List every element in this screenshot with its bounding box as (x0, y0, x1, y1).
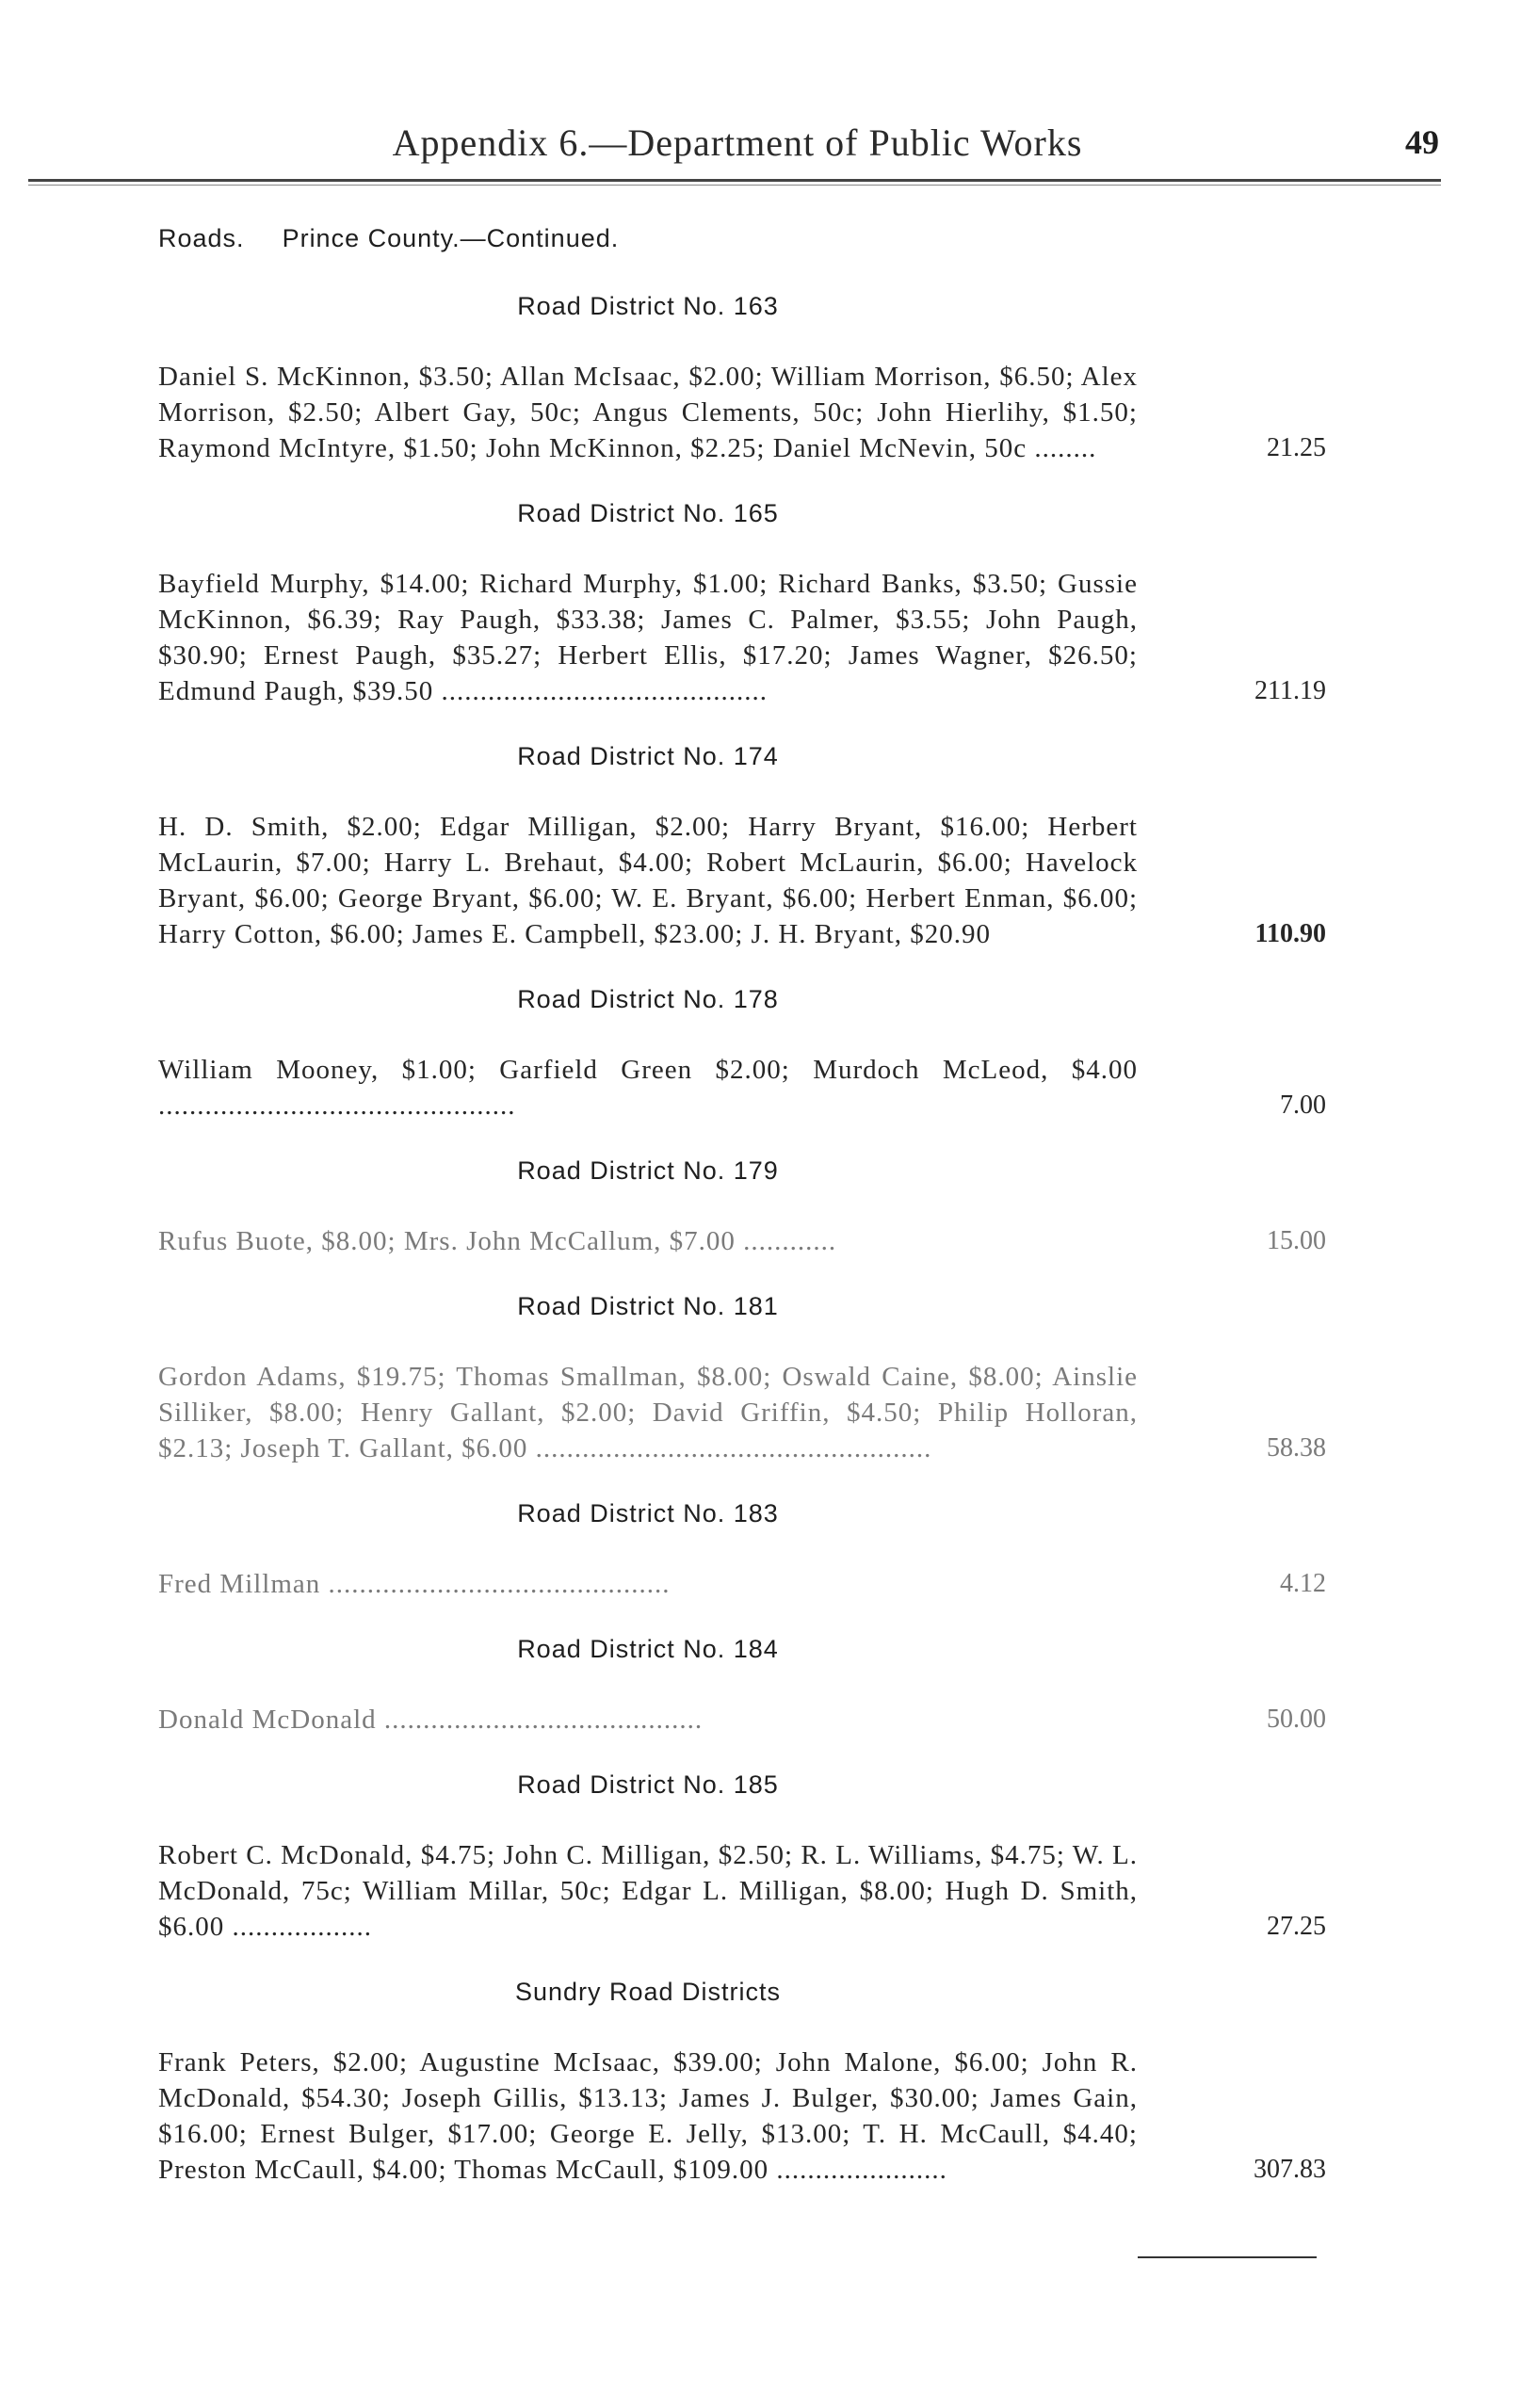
district-title: Road District No. 183 (517, 1499, 779, 1527)
district-title: Road District No. 181 (517, 1292, 779, 1320)
district-179 (158, 1152, 1326, 1259)
entry-row (158, 1566, 1326, 1602)
district-185 (158, 1766, 1326, 1945)
district-title: Road District No. 185 (517, 1770, 779, 1799)
entry-text: William Mooney, $1.00; Garfield Green $2.00; Murdoch McLeod, $4.00 .............................................. (158, 1055, 1138, 1121)
district-sundry (158, 1973, 1326, 2188)
page-number: 49 (1405, 123, 1439, 161)
district-title: Road District No. 165 (517, 499, 779, 527)
district-list (158, 287, 1326, 2216)
entry-row (158, 359, 1326, 466)
district-178 (158, 980, 1326, 1123)
header-rule (28, 179, 1441, 182)
entry-total: 110.90 (1254, 919, 1326, 948)
header-rule-secondary (28, 185, 1441, 186)
entry-row (158, 1359, 1326, 1466)
entry-row (158, 1223, 1326, 1259)
entry-row (158, 2044, 1326, 2188)
district-title: Road District No. 184 (517, 1635, 779, 1663)
running-title: Appendix 6.—Department of Public Works (392, 121, 1083, 164)
district-title: Road District No. 174 (517, 742, 779, 770)
entry-text: Gordon Adams, $19.75; Thomas Smallman, $8.00; Oswald Caine, $8.00; Ainslie Silliker, $8.00; Henry Gallant, $2.00; David Griffin, $4.50; Philip Holloran, $2.13; Joseph T. Gallant, $6.00 ................................................... (158, 1362, 1138, 1463)
entry-row (158, 1052, 1326, 1123)
district-183 (158, 1495, 1326, 1602)
section-caption (158, 224, 619, 253)
entry-total: 27.25 (1267, 1912, 1326, 1941)
district-title: Road District No. 179 (517, 1156, 779, 1185)
entry-text: H. D. Smith, $2.00; Edgar Milligan, $2.00; Harry Bryant, $16.00; Herbert McLaurin, $7.00; Harry L. Brehaut, $4.00; Robert McLaurin, $6.00; Havelock Bryant, $6.00; George Bryant, $6.00; W. E. Bryant, $6.00; Herbert Enman, $6.00; Harry Cotton, $6.00; James E. Campbell, $23.00; J. H. Bryant, $20.90 (158, 812, 1138, 949)
entry-row (158, 1702, 1326, 1737)
entry-text: Robert C. McDonald, $4.75; John C. Milligan, $2.50; R. L. Williams, $4.75; W. L. McDonald, 75c; William Millar, 50c; Edgar L. Milligan, $8.00; Hugh D. Smith, $6.00 .................. (158, 1840, 1138, 1942)
closing-rule (1138, 2256, 1317, 2258)
entry-total: 4.12 (1280, 1569, 1326, 1598)
entry-total: 50.00 (1267, 1705, 1326, 1734)
entry-total: 7.00 (1280, 1091, 1326, 1120)
entry-row (158, 566, 1326, 709)
district-163 (158, 287, 1326, 466)
section-county: Prince County.—Continued. (282, 224, 620, 252)
district-165 (158, 494, 1326, 709)
entry-total: 211.19 (1254, 676, 1326, 705)
section-category: Roads. (158, 224, 245, 252)
entry-total: 15.00 (1267, 1226, 1326, 1255)
running-header (158, 121, 1439, 177)
district-181 (158, 1287, 1326, 1466)
entry-text: Daniel S. McKinnon, $3.50; Allan McIsaac, $2.00; William Morrison, $6.50; Alex Morrison, $2.50; Albert Gay, 50c; Angus Clements, 50c; John Hierlihy, $1.50; Raymond McIntyre, $1.50; John McKinnon, $2.25; Daniel McNevin, 50c ........ (158, 362, 1138, 463)
district-title: Sundry Road Districts (514, 1978, 782, 2006)
entry-total: 307.83 (1254, 2155, 1326, 2184)
entry-text: Fred Millman ............................................ (158, 1569, 671, 1599)
district-title: Road District No. 178 (517, 985, 779, 1013)
entry-total: 21.25 (1267, 433, 1326, 462)
entry-text: Frank Peters, $2.00; Augustine McIsaac, $39.00; John Malone, $6.00; John R. McDonald, $54.30; Joseph Gillis, $13.13; James J. Bulger, $30.00; James Gain, $16.00; Ernest Bulger, $17.00; George E. Jelly, $13.00; T. H. McCaull, $4.40; Preston McCaull, $4.00; Thomas McCaull, $109.00 ...................... (158, 2047, 1138, 2185)
entry-text: Bayfield Murphy, $14.00; Richard Murphy, $1.00; Richard Banks, $3.50; Gussie McKinnon, $6.39; Ray Paugh, $33.38; James C. Palmer, $3.55; John Paugh, $30.90; Ernest Paugh, $35.27; Herbert Ellis, $17.20; James Wagner, $26.50; Edmund Paugh, $39.50 .......................................... (158, 569, 1138, 706)
district-184 (158, 1630, 1326, 1737)
district-174 (158, 737, 1326, 952)
entry-total: 58.38 (1267, 1433, 1326, 1463)
district-title: Road District No. 163 (517, 292, 779, 320)
entry-text: Rufus Buote, $8.00; Mrs. John McCallum, $7.00 ............ (158, 1226, 837, 1256)
entry-row (158, 1837, 1326, 1945)
entry-text: Donald McDonald ......................................... (158, 1705, 704, 1735)
entry-row (158, 809, 1326, 952)
